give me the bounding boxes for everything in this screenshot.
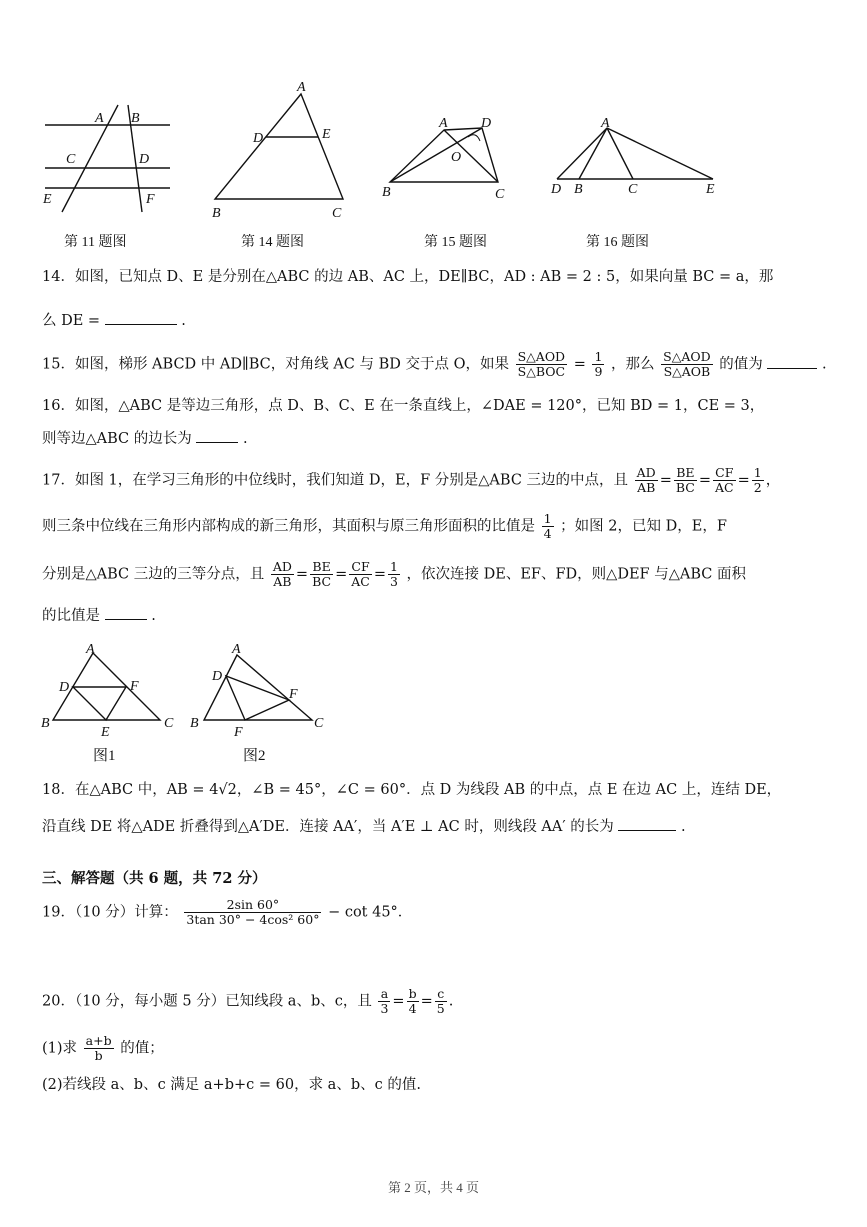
fig15-label-D: D bbox=[481, 116, 492, 131]
q20-prefix: 20．（10 分，每小题 5 分）已知线段 a、b、c，且 bbox=[42, 993, 372, 1010]
fig17b-label-F-right: F bbox=[289, 687, 298, 702]
q16-line1: 16．如图，△ABC 是等边三角形，点 D、B、C、E 在一条直线上，∠DAE = 120°，已知 BD = 1，CE = 3， bbox=[42, 398, 765, 414]
q16-line2 bbox=[42, 429, 248, 449]
figure-17-2 bbox=[187, 638, 332, 738]
figure-16 bbox=[545, 116, 725, 201]
q18-line2-text: 沿直线 DE 将△ADE 折叠得到△A′DE．连接 AA′，当 A′E ⊥ AC 时，则线段 AA′ 的长为 bbox=[42, 819, 614, 835]
q16-end: . bbox=[242, 431, 248, 447]
fig11-label-A: A bbox=[95, 111, 104, 126]
fig17a-label-E: E bbox=[101, 725, 110, 738]
q16-answer-blank bbox=[196, 430, 238, 443]
q17-line2 bbox=[42, 512, 727, 541]
fig14-label-A: A bbox=[297, 80, 306, 95]
q18-line1: 18．在△ABC 中，AB = 4√2，∠B = 45°，∠C = 60°．点 D 为线段 AB 的中点，点 E 在边 AC 上，连结 DE， bbox=[42, 782, 782, 798]
q17-line1-end: ， bbox=[765, 472, 781, 489]
q20-part1-frac: $\frac{a+b}{b}$ bbox=[85, 1033, 112, 1063]
q20-end: . bbox=[448, 993, 454, 1010]
fig16-label-A: A bbox=[601, 116, 610, 131]
q17-l3-frac3: $\frac{CF}{AC}$ bbox=[351, 559, 370, 589]
fig14-label-C: C bbox=[332, 206, 342, 221]
q17-l1-frac4: $\frac{1}{2}$ bbox=[753, 465, 762, 495]
q20-part1 bbox=[42, 1034, 164, 1063]
fig16-label-B: B bbox=[574, 182, 583, 197]
q17-line1: 17．如图 1，在学习三角形的中位线时，我们知道 D，E，F 分别是△ABC 三边的中点，且 $\frac{AD}{AB}$ = $\frac{BE}{BC}$ = $\frac{CF}{AC}$ = $\frac{1}{2}$ ， bbox=[42, 465, 781, 495]
q17-line4 bbox=[42, 606, 156, 626]
q19-prefix: 19．（10 分）计算： bbox=[42, 904, 178, 921]
q17-answer-blank bbox=[105, 607, 147, 620]
q20-part1-prefix: (1)求 bbox=[42, 1040, 78, 1057]
fig15-label-B: B bbox=[382, 185, 391, 200]
q20-frac1: $\frac{a}{3}$ bbox=[380, 986, 389, 1016]
q17-l1-frac2: $\frac{BE}{BC}$ bbox=[675, 465, 695, 495]
q17-line4-end: . bbox=[151, 608, 156, 624]
q17-l1-frac1: $\frac{AD}{AB}$ bbox=[636, 465, 656, 495]
q20-frac2: $\frac{b}{4}$ bbox=[408, 986, 417, 1016]
fig14-label-D: D bbox=[253, 131, 264, 146]
fig17a-label-C: C bbox=[164, 716, 174, 731]
fig11-label-C: C bbox=[66, 152, 76, 167]
q15-suffix: 的值为 bbox=[719, 356, 763, 373]
fig11-label-B: B bbox=[131, 111, 140, 126]
q17-l3-frac2: $\frac{BE}{BC}$ bbox=[312, 559, 332, 589]
figure-14 bbox=[205, 78, 355, 223]
q17-l3-frac4: $\frac{1}{3}$ bbox=[389, 559, 398, 589]
q20-frac3: $\frac{c}{5}$ bbox=[436, 986, 445, 1016]
fig16-label-E: E bbox=[706, 182, 715, 197]
q20-line: 20．（10 分，每小题 5 分）已知线段 a、b、c，且 $\frac{a}{3}$ = $\frac{b}{4}$ = $\frac{c}{5}$ . bbox=[42, 986, 454, 1016]
fig15-caption: 第 15 题图 bbox=[424, 235, 487, 250]
page-footer: 第 2 页，共 4 页 bbox=[387, 1180, 479, 1195]
q15-end: . bbox=[821, 356, 827, 373]
fig17a-caption: 图1 bbox=[93, 748, 116, 764]
fig16-label-C: C bbox=[628, 182, 638, 197]
q18-line2 bbox=[42, 817, 686, 837]
q14-line2 bbox=[42, 311, 186, 331]
q15-frac2: $\frac{1}{9}$ bbox=[594, 349, 603, 379]
fig11-caption: 第 11 题图 bbox=[64, 235, 127, 250]
figure-11 bbox=[40, 100, 180, 220]
q15-frac1: $\frac{\text{S△AOD}}{\text{S△BOC}}$ bbox=[517, 349, 566, 379]
fig16-label-D: D bbox=[551, 182, 562, 197]
q15-mid: ，那么 bbox=[611, 356, 655, 373]
q14-answer-blank bbox=[105, 312, 177, 325]
q17-line3-prefix: 分别是△ABC 三边的三等分点，且 bbox=[42, 566, 265, 583]
fig16-caption: 第 16 题图 bbox=[586, 235, 649, 250]
q15-eq: = bbox=[573, 356, 586, 373]
fig17b-label-C: C bbox=[314, 716, 324, 731]
q15-line bbox=[42, 350, 827, 379]
q20-part1-suffix: 的值； bbox=[120, 1040, 164, 1057]
q19-frac: $\frac{2\sin 60^\circ}{\text{3tan 30° − 4cos² 60°}}$ bbox=[186, 897, 320, 927]
q16-line2-text: 则等边△ABC 的边长为 bbox=[42, 431, 192, 447]
q17-line1-prefix: 17．如图 1，在学习三角形的中位线时，我们知道 D，E，F 分别是△ABC 三边的中点，且 bbox=[42, 472, 629, 489]
q14-line2-suffix: . bbox=[181, 313, 186, 329]
q15-prefix: 15．如图，梯形 ABCD 中 AD∥BC，对角线 AC 与 BD 交于点 O，如果 bbox=[42, 356, 509, 373]
fig15-label-O: O bbox=[451, 150, 462, 165]
fig15-label-C: C bbox=[495, 187, 505, 202]
fig17b-label-F-bottom: F bbox=[234, 725, 243, 738]
fig17a-label-B: B bbox=[41, 716, 50, 731]
q15-answer-blank bbox=[767, 356, 817, 369]
fig17b-label-D: D bbox=[212, 669, 223, 684]
fig11-label-D: D bbox=[139, 152, 150, 167]
q18-line2-end: . bbox=[681, 819, 686, 835]
q17-line2-suffix: ；如图 2，已知 D，E，F bbox=[560, 518, 727, 535]
fig17b-caption: 图2 bbox=[243, 748, 266, 764]
fig17a-label-F: F bbox=[130, 679, 139, 694]
q14-line1: 14．如图，已知点 D、E 是分别在△ABC 的边 AB、AC 上，DE∥BC，AD : AB = 2 : 5，如果向量 BC = a，那 bbox=[42, 269, 774, 285]
q17-line3: 分别是△ABC 三边的三等分点，且 $\frac{AD}{AB}$ = $\frac{BE}{BC}$ = $\frac{CF}{AC}$ = $\frac{1}{3}$ ，依次连接 DE、EF、FD，则△DEF 与△ABC 面积 bbox=[42, 559, 746, 589]
section-3-heading: 三、解答题（共 6 题，共 72 分） bbox=[42, 870, 267, 887]
fig14-label-B: B bbox=[212, 206, 221, 221]
q19-line bbox=[42, 898, 412, 927]
q14-line2-prefix: 么 DE = bbox=[42, 313, 101, 329]
fig17a-label-A: A bbox=[86, 642, 95, 657]
figure-17-1 bbox=[38, 638, 183, 738]
fig17b-label-B: B bbox=[190, 716, 199, 731]
fig17a-label-D: D bbox=[59, 680, 70, 695]
fig11-label-F: F bbox=[146, 192, 155, 207]
fig14-caption: 第 14 题图 bbox=[241, 235, 304, 250]
fig17b-label-A: A bbox=[232, 642, 241, 657]
q17-line4-text: 的比值是 bbox=[42, 608, 100, 624]
q15-frac3: $\frac{\text{S△AOD}}{\text{S△AOB}}$ bbox=[663, 349, 711, 379]
q17-l1-frac3: $\frac{CF}{AC}$ bbox=[715, 465, 734, 495]
q20-part2: (2)若线段 a、b、c 满足 a+b+c = 60，求 a、b、c 的值. bbox=[42, 1077, 421, 1093]
q19-suffix: − cot 45°． bbox=[328, 904, 413, 921]
figure-15 bbox=[378, 112, 518, 202]
q17-line3-suffix: ，依次连接 DE、EF、FD，则△DEF 与△ABC 面积 bbox=[406, 566, 746, 583]
q17-l3-frac1: $\frac{AD}{AB}$ bbox=[272, 559, 292, 589]
fig15-label-A: A bbox=[439, 116, 448, 131]
q17-line2-prefix: 则三条中位线在三角形内部构成的新三角形，其面积与原三角形面积的比值是 bbox=[42, 518, 535, 535]
q17-l2-frac: $\frac{1}{4}$ bbox=[543, 511, 552, 541]
fig14-label-E: E bbox=[322, 127, 331, 142]
fig11-label-E: E bbox=[43, 192, 52, 207]
q18-answer-blank bbox=[618, 818, 676, 831]
